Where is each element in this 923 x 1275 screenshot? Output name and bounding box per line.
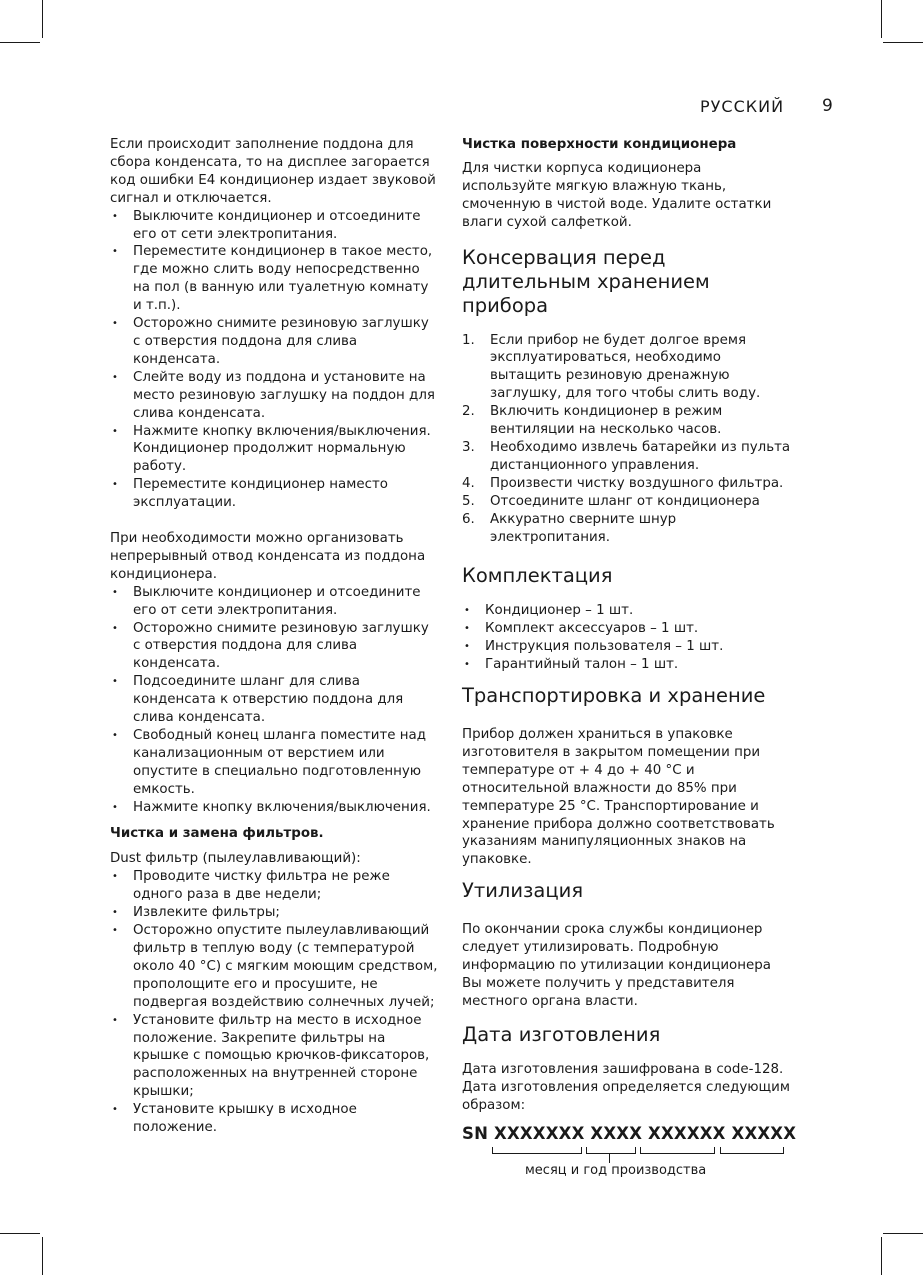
filters-intro: Dust фильтр (пылеулавливающий): <box>110 851 361 867</box>
list-item: • Выключите кондиционер и отсоедините его от сети электропитания. <box>110 208 440 244</box>
crop-mark <box>883 42 923 43</box>
list-item: • Осторожно снимите резиновую заглушку с отверстия поддона для слива конденсата. <box>110 620 440 674</box>
list-item <box>462 332 792 404</box>
list-item: • Нажмите кнопку включения/выключения. <box>110 799 440 817</box>
bracket <box>586 1147 636 1154</box>
list-text: Отсоедините шланг от кондиционера <box>490 493 760 509</box>
list-text: Необходимо извлечь батарейки из пульта дистанционного управления. <box>490 439 791 473</box>
filters-steps-list <box>110 868 440 1137</box>
kit-heading: Комплектация <box>462 564 613 588</box>
crop-mark <box>0 42 40 43</box>
list-item <box>462 439 792 475</box>
list-item <box>462 403 792 439</box>
bracket <box>640 1147 715 1154</box>
list-item: • Осторожно снимите резиновую заглушку с отверстия поддона для слива конденсата. <box>110 315 440 369</box>
crop-mark <box>881 0 882 38</box>
list-item: • Переместите кондиционер в такое место, где можно слить воду непосредственно на пол (в ванную или туалетную комнату и т.п.). <box>110 243 440 315</box>
list-text: Аккуратно сверните шнур электропитания. <box>490 511 677 545</box>
bracket <box>720 1147 784 1154</box>
list-item <box>462 493 792 511</box>
list-item: • Свободный конец шланга поместите над канализационным от верстием или опустите в специально подготовленную емкость. <box>110 727 440 799</box>
disposal-text: По окончании срока службы кондиционер следует утилизировать. Подробную информацию по утилизации кондиционера Вы можете получить у представителя местного органа власти. <box>462 922 771 1009</box>
storage-heading: Консервация перед длительным хранением прибора <box>462 245 710 317</box>
list-item <box>462 511 792 547</box>
right-column <box>462 136 797 1185</box>
list-item: • Кондиционер – 1 шт. <box>462 602 792 620</box>
surface-cleaning-subheading: Чистка поверхности кондиционера <box>462 137 737 152</box>
list-item: • Извлеките фильтры; <box>110 904 440 922</box>
crop-mark <box>881 1237 882 1275</box>
crop-mark <box>883 1233 923 1234</box>
manufacture-date-text: Дата изготовления зашифрована в code-128. Дата изготовления определяется следующим образом: <box>462 1061 790 1113</box>
crop-mark <box>42 1237 43 1275</box>
page-number: 9 <box>822 96 833 116</box>
list-text: Произвести чистку воздушного фильтра. <box>490 475 784 491</box>
list-number: 6. <box>462 511 475 527</box>
list-text: Включить кондиционер в режим вентиляции на несколько часов. <box>490 404 723 438</box>
list-item: • Осторожно опустите пылеулавливающий фильтр в теплую воду (с температурой около 40 °С) с мягким моющим средством, прополощите его и просушите, не подвергая воздействию солнечных лучей; <box>110 922 440 1012</box>
list-text: Если прибор не будет долгое время эксплуатироваться, необходимо вытащить резиновую дренажную заглушку, для того чтобы слить воду. <box>490 332 761 402</box>
list-item: • Выключите кондиционер и отсоедините его от сети электропитания. <box>110 584 440 620</box>
storage-steps-list <box>462 332 792 547</box>
crop-mark <box>0 1233 40 1234</box>
list-item: • Проводите чистку фильтра не реже одного раза в две недели; <box>110 868 440 904</box>
list-item: • Установите фильтр на место в исходное положение. Закрепите фильтры на крышке с помощью крючков-фиксаторов, расположенных на внутренней стороне крышки; <box>110 1012 440 1102</box>
serial-number-caption: месяц и год производства <box>525 1162 707 1178</box>
condensate-intro: Если происходит заполнение поддона для сбора конденсата, то на дисплее загорается код ошибки E4 кондиционер издает звуковой сигнал и отключается. <box>110 137 436 206</box>
bracket <box>492 1147 582 1154</box>
list-number: 1. <box>462 332 475 348</box>
continuous-drain-list <box>110 584 440 817</box>
disposal-heading: Утилизация <box>462 879 584 903</box>
list-item: • Нажмите кнопку включения/выключения. Кондиционер продолжит нормальную работу. <box>110 423 440 477</box>
drain-steps-list <box>110 208 440 512</box>
list-item <box>462 475 792 493</box>
manufacture-date-heading: Дата изготовления <box>462 1022 661 1046</box>
list-number: 3. <box>462 439 475 455</box>
left-column <box>110 136 440 1137</box>
list-number: 5. <box>462 493 475 509</box>
continuous-drain-intro: При необходимости можно организовать непрерывный отвод конденсата из поддона кондиционера. <box>110 531 426 582</box>
serial-number-diagram <box>462 1123 797 1185</box>
kit-list <box>462 602 792 674</box>
crop-mark <box>42 0 43 38</box>
transport-text: Прибор должен храниться в упаковке изготовителя в закрытом помещении при температуре от + 4 до + 40 °С и относительной влажности до 85% при температуре 25 °С. Транспортирование и хранение прибора должно соответствовать указаниям манипуляционных знаков на упаковке. <box>462 727 775 868</box>
list-item: • Установите крышку в исходное положение. <box>110 1101 440 1137</box>
list-item: • Подсоедините шланг для слива конденсата к отверстию поддона для слива конденсата. <box>110 673 440 727</box>
serial-number-code: SN XXXXXXX XXXX XXXXXX XXXXX <box>462 1123 797 1143</box>
list-item: • Переместите кондиционер наместо эксплуатации. <box>110 476 440 512</box>
list-number: 2. <box>462 404 475 420</box>
filters-subheading: Чистка и замена фильтров. <box>110 825 324 841</box>
list-item: • Гарантийный талон – 1 шт. <box>462 656 792 674</box>
surface-cleaning-text: Для чистки корпуса кодиционера используйте мягкую влажную ткань, смоченную в чистой воде. Удалите остатки влаги сухой салфеткой. <box>462 160 772 230</box>
transport-heading: Транспортировка и хранение <box>462 684 766 708</box>
list-item: • Инструкция пользователя – 1 шт. <box>462 638 792 656</box>
list-number: 4. <box>462 475 475 491</box>
list-item: • Слейте воду из поддона и установите на место резиновую заглушку на поддон для слива конденсата. <box>110 369 440 423</box>
header-language: РУССКИЙ <box>700 97 785 116</box>
list-item: • Комплект аксессуаров – 1 шт. <box>462 620 792 638</box>
